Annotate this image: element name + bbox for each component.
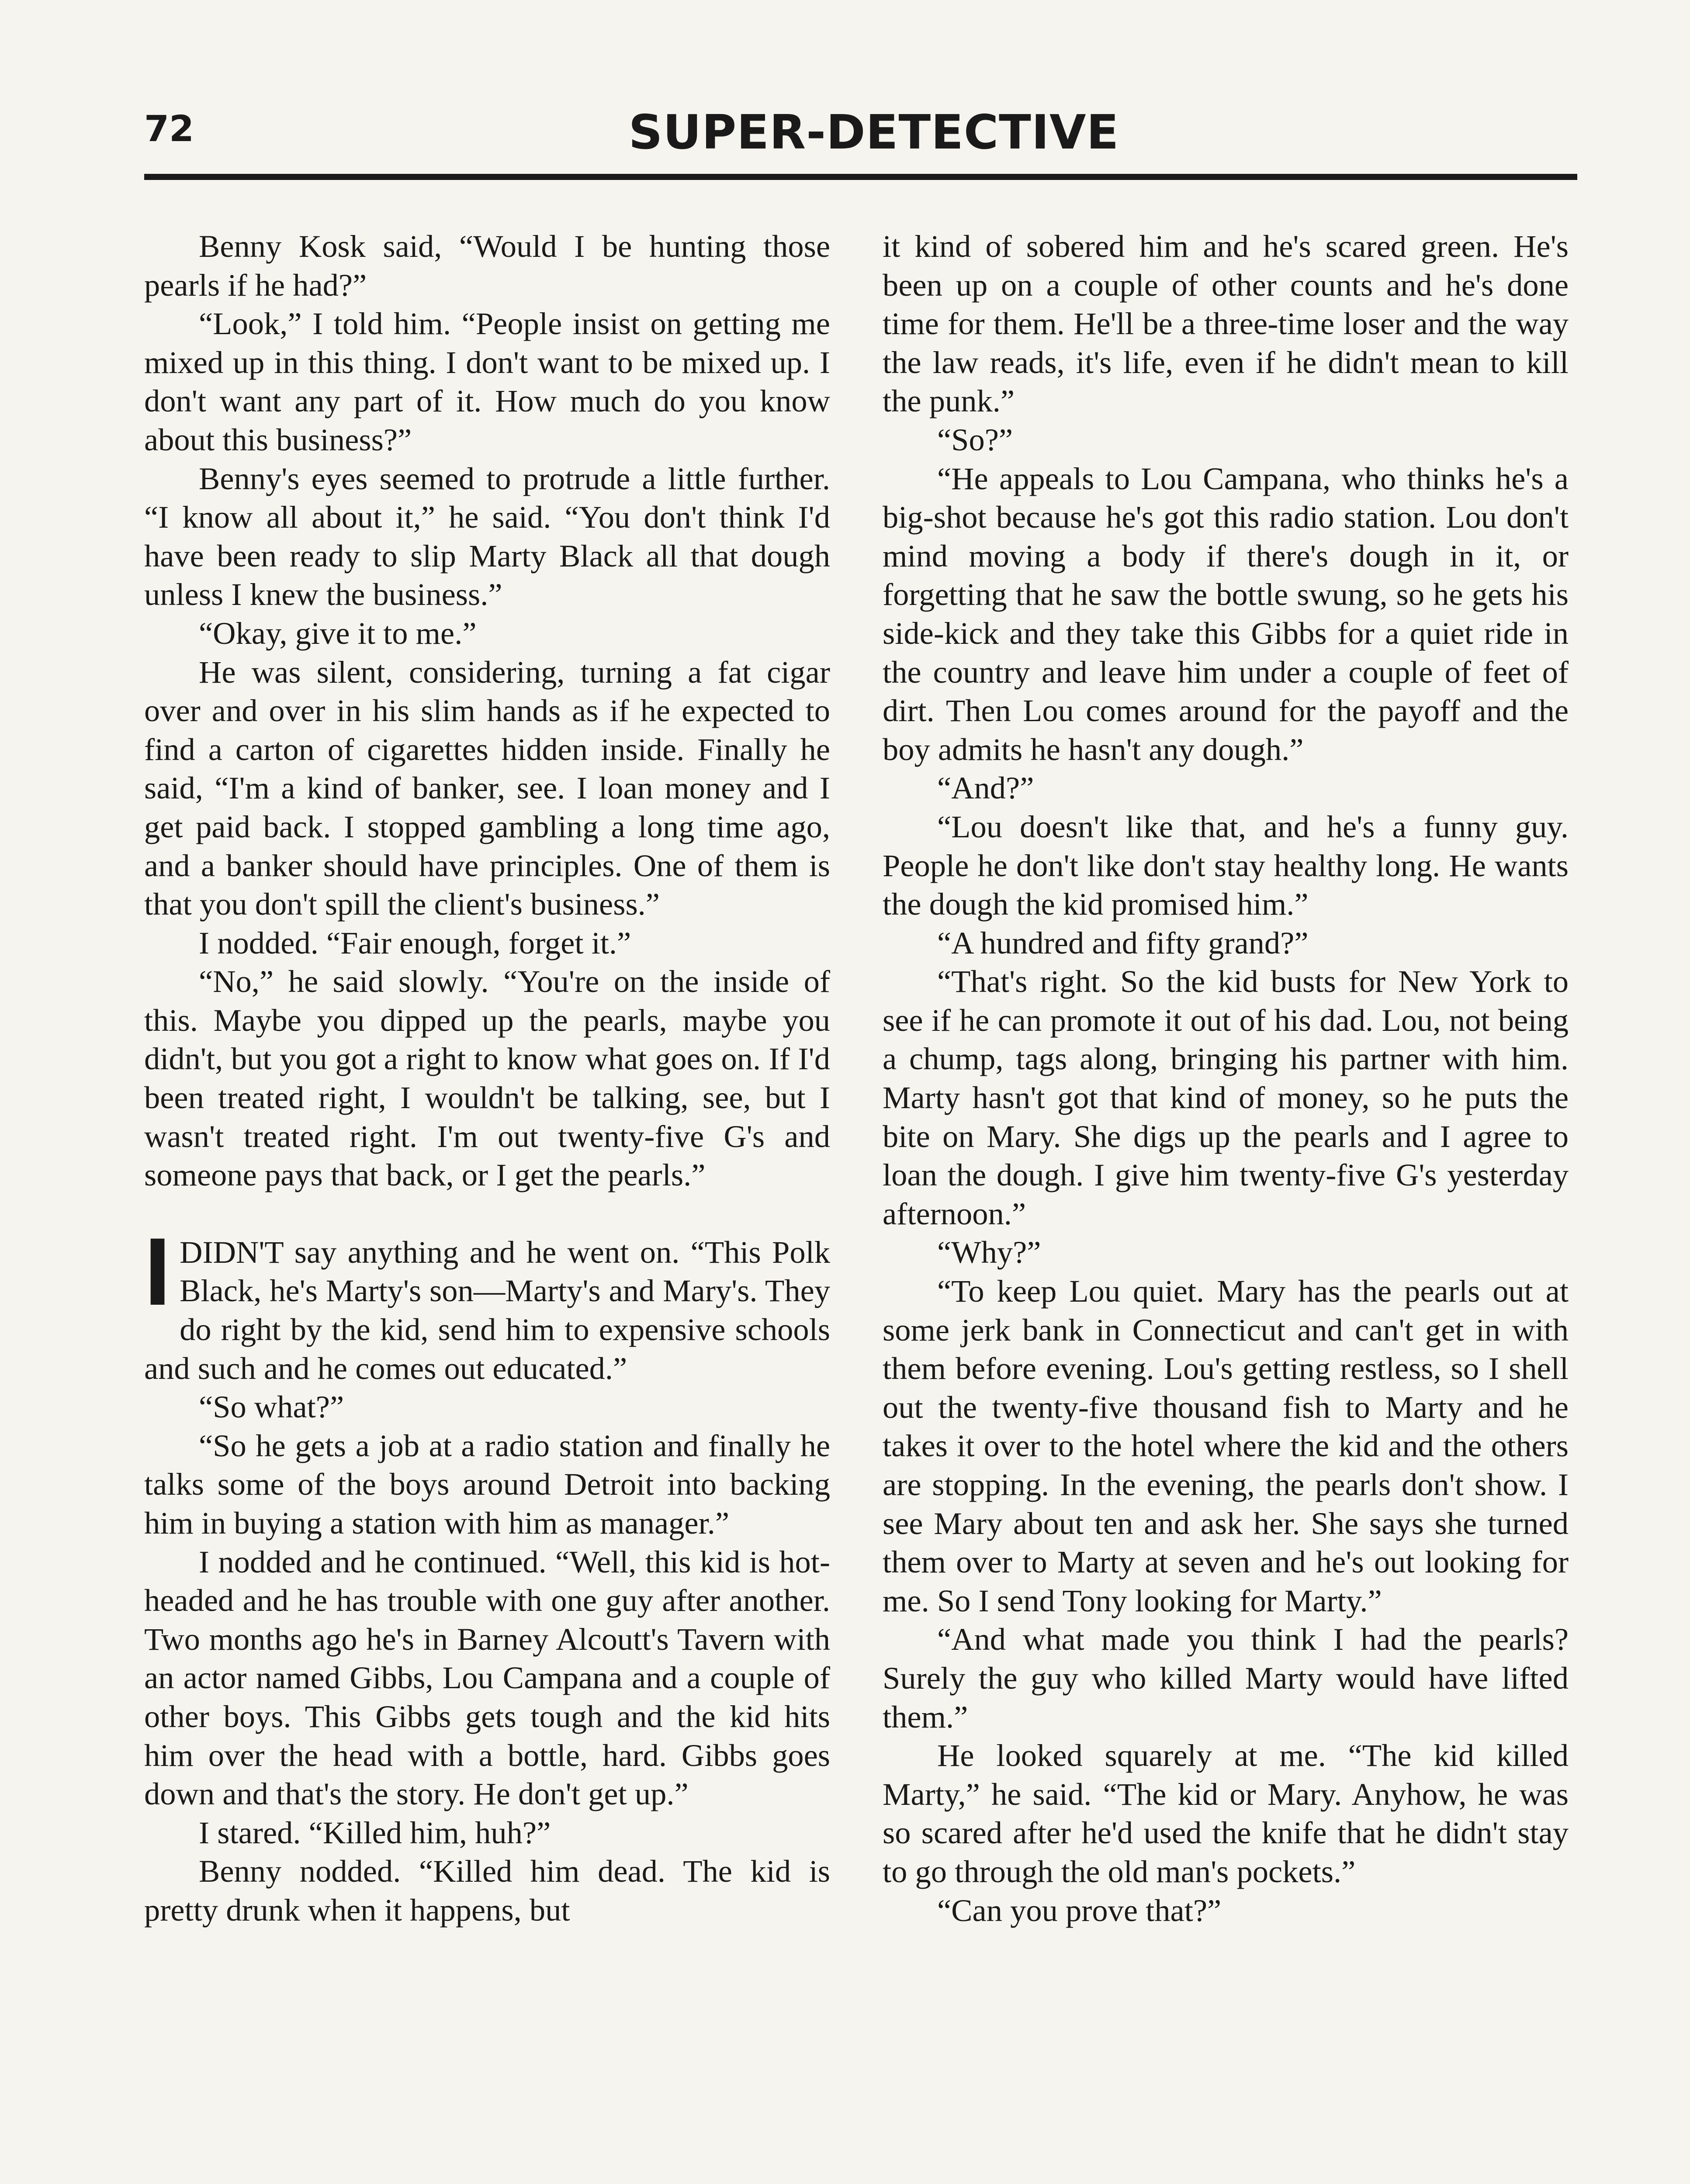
paragraph: Benny Kosk said, “Would I be hunting those pearls if he had?” [144, 228, 830, 303]
header-rule [144, 174, 1577, 180]
drop-cap: I [144, 1217, 171, 1325]
paragraph: “A hundred and fifty grand?” [937, 925, 1309, 961]
paragraph-continued: it kind of sobered him and he's scared green. He's been up on a couple of other counts and he's done time for them. He'll be a three-time loser and the way the law reads, it's life, even if he didn't mean to kill the punk.” [883, 228, 1569, 419]
right-column [883, 227, 1569, 1930]
paragraph: Benny nodded. “Killed him dead. The kid is pretty drunk when it happens, but [144, 1853, 830, 1928]
paragraph: “No,” he said slowly. “You're on the inside of this. Maybe you dipped up the pearls, maybe you didn't, but you got a right to know what goes on. If I'd been treated right, I wouldn't be talking, see, but I wasn't treated right. I'm out twenty-five G's and someone pays that back, or I get the pearls.” [144, 964, 830, 1193]
running-title: SUPER-DETECTIVE [628, 105, 1119, 160]
paragraph: “He appeals to Lou Campana, who thinks he's a big-shot because he's got this radio station. Lou don't mind moving a body if there's dough in it, or forgetting that he saw the bottle swung, so he gets his side-kick and they take this Gibbs for a quiet ride in the country and leave him under a couple of feet of dirt. Then Lou comes around for the payoff and the boy admits he hasn't any dough.” [883, 460, 1569, 767]
section-start-paragraph [144, 1217, 830, 1388]
paragraph: “Okay, give it to me.” [199, 615, 477, 651]
paragraph: “Look,” I told him. “People insist on getting me mixed up in this thing. I don't want to be mixed up. I don't want any part of it. How much do you know about this business?” [144, 306, 830, 457]
paragraph: “So what?” [199, 1389, 344, 1425]
paragraph: “And?” [937, 770, 1034, 806]
paragraph: I stared. “Killed him, huh?” [199, 1814, 551, 1850]
paragraph: “Lou doesn't like that, and he's a funny guy. People he don't like don't stay healthy long. He wants the dough the kid promised him.” [883, 809, 1569, 922]
paragraph: Benny's eyes seemed to protrude a little further. “I know all about it,” he said. “You don't think I'd have been ready to slip Marty Black all that dough unless I knew the business.” [144, 460, 830, 612]
paragraph: “Can you prove that?” [937, 1892, 1222, 1928]
left-column [144, 227, 830, 1930]
paragraph: He was silent, considering, turning a fat cigar over and over in his slim hands as if he expected to find a carton of cigarettes hidden inside. Finally he said, “I'm a kind of banker, see. I loan money and I get paid back. I stopped gambling a long time ago, and a banker should have principles. One of them is that you don't spill the client's business.” [144, 654, 830, 922]
paragraph: “So he gets a job at a radio station and finally he talks some of the boys around Detroit into backing him in buying a station with him as manager.” [144, 1427, 830, 1541]
paragraph: I nodded. “Fair enough, forget it.” [199, 925, 631, 961]
paragraph: “And what made you think I had the pearls? Surely the guy who killed Marty would have lifted them.” [883, 1621, 1569, 1735]
paragraph-text: DIDN'T say anything and he went on. “This Polk Black, he's Marty's son—Marty's and Mary's. They do right by the kid, send him to expensive schools and such and he comes out educated.” [144, 1234, 830, 1386]
paragraph: “That's right. So the kid busts for New York to see if he can promote it out of his dad. Lou, not being a chump, tags along, bringing his partner with him. Marty hasn't got that kind of money, so he puts the bite on Mary. She digs up the pearls and I agree to loan the dough. I give him twenty-five G's yesterday afternoon.” [883, 964, 1569, 1231]
paragraph: He looked squarely at me. “The kid killed Marty,” he said. “The kid or Mary. Anyhow, he was so scared after he'd used the knife that he didn't stay to go through the old man's pockets.” [883, 1738, 1569, 1889]
paragraph: “To keep Lou quiet. Mary has the pearls out at some jerk bank in Connecticut and can't get in with them before evening. Lou's getting restless, so I shell out the twenty-five thousand fish to Marty and he takes it over to the hotel where the kid and the others are stopping. In the evening, the pearls don't show. I see Mary about ten and ask her. She says she turned them over to Marty at seven and he's out looking for me. So I send Tony looking for Marty.” [883, 1273, 1569, 1618]
paragraph: I nodded and he continued. “Well, this kid is hot-headed and he has trouble with one guy after another. Two months ago he's in Barney Alcoutt's Tavern with an actor named Gibbs, Lou Campana and a couple of other boys. This Gibbs gets tough and the kid hits him over the head with a bottle, hard. Gibbs goes down and that's the story. He don't get up.” [144, 1544, 830, 1812]
paragraph: “Why?” [937, 1234, 1041, 1270]
paragraph: “So?” [937, 422, 1013, 457]
page-number: 72 [144, 108, 194, 150]
